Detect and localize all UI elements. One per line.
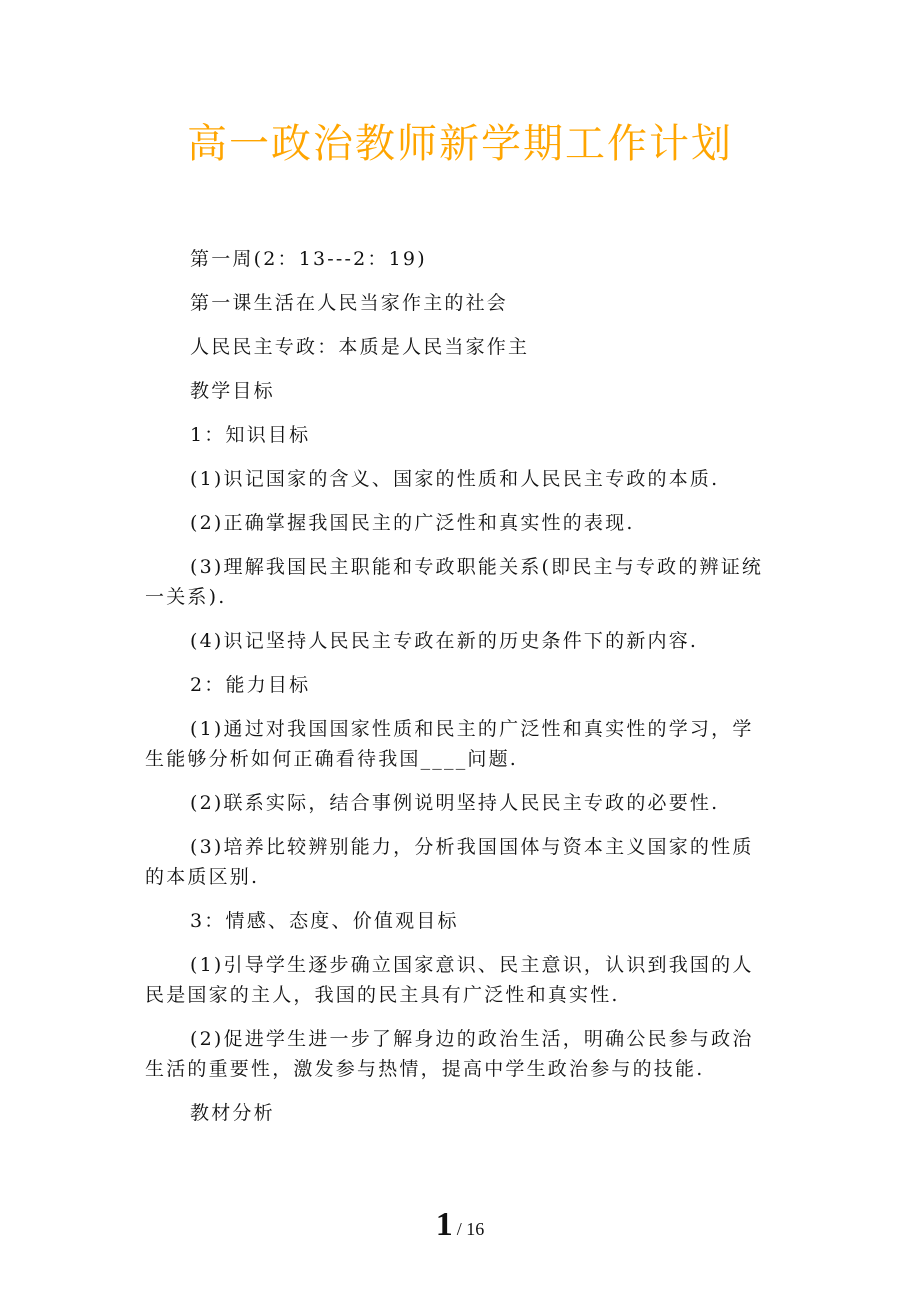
text-line: (3)理解我国民主职能和专政职能关系(即民主与专政的辨证统 <box>190 556 764 578</box>
paragraph <box>145 950 785 1010</box>
paragraph <box>145 552 785 612</box>
text-line: 一关系). <box>145 586 227 608</box>
text-line: 1：知识目标 <box>190 424 311 446</box>
text-line: 教材分析 <box>190 1102 275 1124</box>
paragraph <box>145 244 785 274</box>
text-line: (1)引导学生逐步确立国家意识、民主意识，认识到我国的人 <box>190 954 754 976</box>
paragraph <box>145 420 785 450</box>
text-line: (4)识记坚持人民民主专政在新的历史条件下的新内容. <box>190 630 699 652</box>
current-page: 1 <box>435 1206 453 1243</box>
paragraph <box>145 906 785 936</box>
text-line: 生活的重要性，激发参与热情，提高中学生政治参与的技能. <box>145 1058 705 1080</box>
text-line: 生能够分析如何正确看待我国____问题. <box>145 748 519 770</box>
text-line: (3)培养比较辨别能力，分析我国国体与资本主义国家的性质 <box>190 836 754 858</box>
total-pages: / 16 <box>456 1219 485 1239</box>
text-line: 第一课生活在人民当家作主的社会 <box>190 292 509 314</box>
paragraph <box>145 332 785 362</box>
page-indicator <box>0 1206 920 1244</box>
paragraph <box>145 288 785 318</box>
text-line: 2：能力目标 <box>190 674 311 696</box>
text-line: 的本质区别. <box>145 866 260 888</box>
paragraph <box>145 464 785 494</box>
text-line: (2)促进学生进一步了解身边的政治生活，明确公民参与政治 <box>190 1028 754 1050</box>
paragraph <box>145 832 785 892</box>
text-line: (1)通过对我国国家性质和民主的广泛性和真实性的学习，学 <box>190 718 754 740</box>
text-line: (2)联系实际，结合事例说明坚持人民民主专政的必要性. <box>190 792 720 814</box>
paragraph <box>145 788 785 818</box>
text-line: (2)正确掌握我国民主的广泛性和真实性的表现. <box>190 512 635 534</box>
paragraph <box>145 1098 785 1128</box>
text-line: 3：情感、态度、价值观目标 <box>190 910 459 932</box>
document-body <box>145 244 785 1142</box>
paragraph <box>145 714 785 774</box>
paragraph <box>145 1024 785 1084</box>
text-line: (1)识记国家的含义、国家的性质和人民民主专政的本质. <box>190 468 720 490</box>
paragraph <box>145 670 785 700</box>
document-title: 高一政治教师新学期工作计划 <box>187 121 733 167</box>
paragraph <box>145 508 785 538</box>
paragraph <box>145 626 785 656</box>
text-line: 民是国家的主人，我国的民主具有广泛性和真实性. <box>145 984 620 1006</box>
text-line: 第一周(2：13---2：19) <box>190 248 427 270</box>
text-line: 教学目标 <box>190 380 275 402</box>
text-line: 人民民主专政：本质是人民当家作主 <box>190 336 530 358</box>
paragraph <box>145 376 785 406</box>
